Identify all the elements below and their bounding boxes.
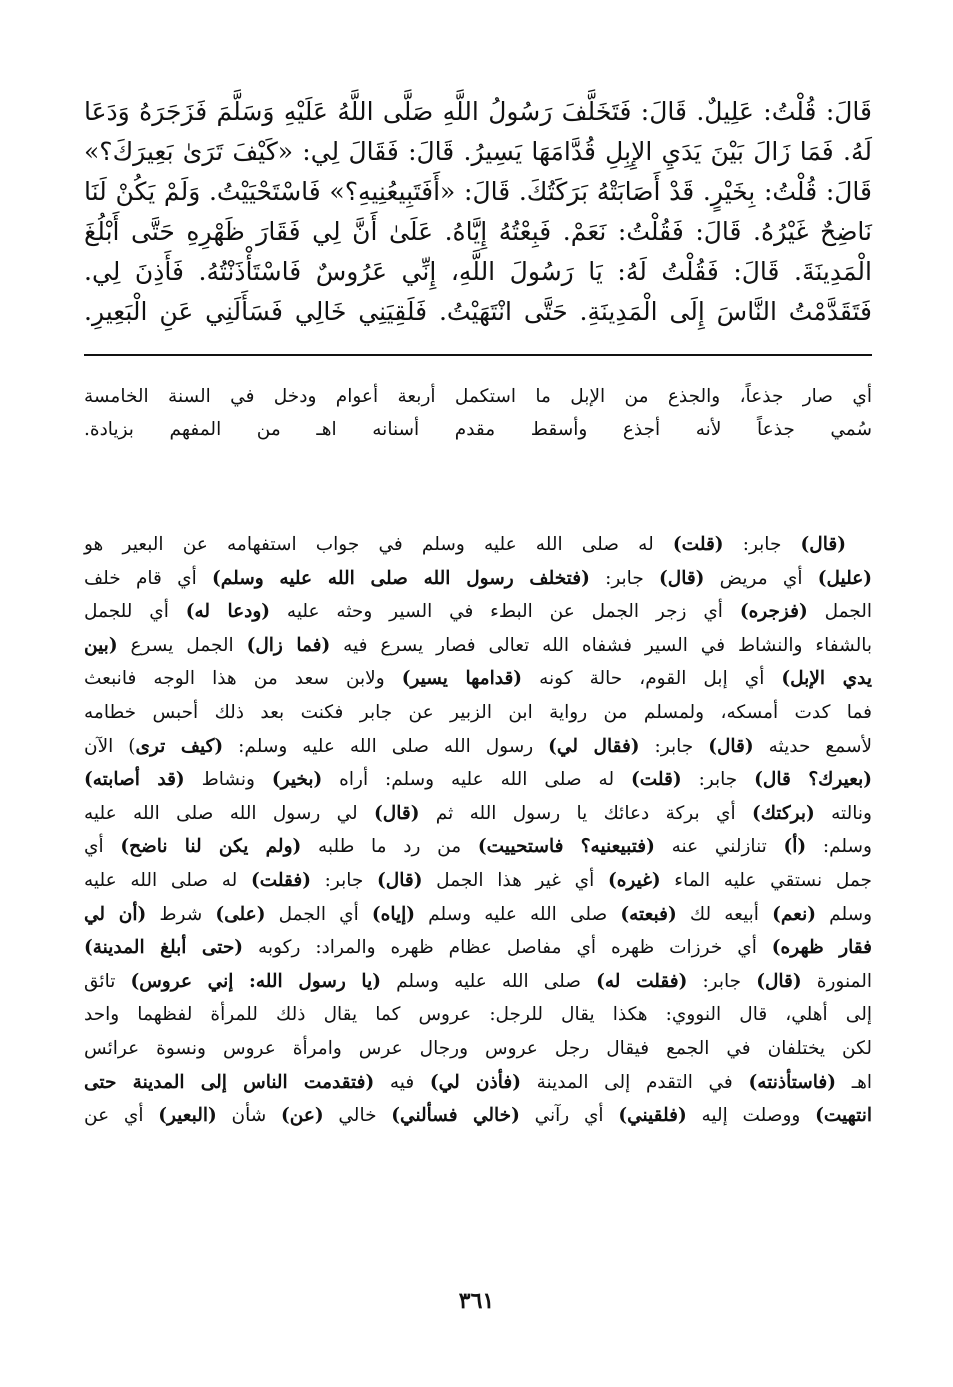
commentary-text-segment: شأن [216,1105,282,1127]
commentary-text-segment: وسلم: [806,836,872,858]
quoted-text-bold: (يا رسول الله: إني عروس) [130,970,381,992]
quoted-text-bold: (فتخلف رسول الله صلى الله عليه وسلم) [212,567,590,589]
commentary-text-segment: أي رآني [519,1105,619,1127]
quoted-text-bold: (فاستأذنته) [748,1071,837,1093]
quoted-text-bold: (بخير) [271,769,323,791]
quoted-text-bold: (إياه) [371,903,416,925]
quoted-text-bold: (قال) [377,869,423,891]
quoted-text-bold: (غيره) [607,869,661,891]
commentary-text-segment: أي خرزات ظهره أي مفاصل عظام ظهره والمراد: ركوبه [243,937,772,959]
quoted-text-bold: انتهيت) [815,1105,872,1127]
commentary-text-segment: جابر: [687,970,757,992]
commentary-line [84,864,872,898]
commentary-text-segment: وسلم [816,903,873,925]
commentary-text-segment: خالي [323,1105,392,1127]
commentary-text-segment: جابر: [589,567,659,589]
commentary-text-segment: الجمل يسرع [117,634,247,656]
commentary-line [84,662,872,696]
quoted-text-bold: (نعم) [772,903,816,925]
quoted-text-bold: (فتبيعنيه؟ فاستحييت) [477,836,655,858]
commentary-text-segment: من رد ما طلبه [301,836,478,858]
commentary-text-segment: ولابن سعد من هذا الوجه فانبعث [84,668,402,690]
commentary-text-segment: رسول الله صلى الله عليه وسلم: [223,735,549,757]
quoted-text-bold: (خالي فسألني) [391,1105,520,1127]
commentary-text-segment: أبيعه لك [676,903,773,925]
quoted-text-bold: (على) [215,903,266,925]
commentary-text-segment: جابر: [311,869,378,891]
commentary-text-segment: أي مريض [704,567,818,589]
commentary-line [84,562,872,596]
commentary-line [84,763,872,797]
quoted-text-bold: (قال) [800,534,846,555]
quoted-text-bold: (فقلت) [251,869,311,891]
commentary-line [84,1032,872,1066]
commentary-text-segment: أي [84,836,121,858]
commentary-text [84,528,872,1133]
quoted-text-bold: (بعيرك؟ قال) [754,769,873,791]
footnote-line: سُمي جذعاً لأنه أجذع وأسقط مقدم أسنانه اهـ من المفهم بزيادة. [84,419,872,440]
quoted-text-bold: (فأذن لي) [429,1071,521,1093]
hadith-line: لَهُ. فَمَا زَالَ بَيْنَ يَدَيِ الإِبِلِ قُدَّامَهَا يَسِيرُ. قَالَ: فَقَالَ لِي: «كَيْفَ تَرَىٰ بَعِيرَكَ؟» [84,137,872,166]
quoted-text-bold: (قلت) [672,534,724,555]
quoted-text-bold: (كيف ترى [135,735,224,757]
hadith-line: الْمَدِينَةَ. قَالَ: فَقُلْتُ لَهُ: يَا رَسُولَ اللَّهِ، إِنِّي عَرُوسٌ فَاسْتَأْذَنْتُهُ. فَأَذِنَ لِي. [84,257,872,286]
quoted-text-bold: يدي الإبل) [781,668,872,690]
footnote-divider [84,354,872,356]
footnote-text [84,380,872,446]
commentary-text-segment: ونالته [814,802,872,824]
hadith-line: نَاضِحٌ غَيْرُهُ. قَالَ: فَقُلْتُ: نَعَمْ. فَبِعْتُهُ إِيَّاهُ. عَلَىٰ أَنَّ لِي فَقَارَ ظَهْرِهِ حَتَّى أَبْلُغَ [84,217,872,246]
commentary-line [84,1099,872,1133]
quoted-text-bold: (البعير) [158,1105,217,1127]
commentary-text-segment: ونشاط [184,769,272,791]
quoted-text-bold: (فما زال) [246,634,331,656]
commentary-text-segment: صلى الله عليه وسلم [380,970,597,992]
commentary-text-segment: أي عن [84,1105,159,1127]
quoted-text-bold: (فتقدمت الناس إلى المدينة حتى [84,1071,375,1093]
quoted-text-bold: (بين [84,634,118,656]
commentary-text-segment: فما كدت أمسكه، ولمسلم من رواية ابن الزبير عن جابر فكنت بعد ذلك أحبس خطامه [84,701,872,723]
commentary-text-segment: جمل نستقي عليه الماء [660,869,872,891]
commentary-text-segment: لي رسول الله صلى الله عليه [84,802,375,824]
commentary-line [84,629,872,663]
commentary-text-segment: جابر: [639,735,709,757]
commentary-text-segment: أي زجر الجمل عن البطء في السير وحثه عليه [270,601,740,623]
commentary-line [84,528,872,562]
commentary-text-segment: إلى أهلي، قال النووي: هكذا يقال للرجل: عروس كما يقال ذلك للمرأة لفظهما واحد [84,1004,872,1026]
commentary-text-segment: صلى الله عليه وسلم [415,903,621,925]
commentary-text-segment: له صلى الله عليه وسلم: أراه [322,769,632,791]
commentary-text-segment: أي قام خلف [84,567,212,589]
commentary-text-segment: له صلى الله عليه وسلم في جواب استفهامه عن البعير هو [84,534,673,555]
commentary-text-segment: تنازلني عنه [654,836,784,858]
commentary-text-segment: ووصلت إليه [686,1105,816,1127]
commentary-line [84,730,872,764]
commentary-text-segment: لكن يختلفان في الجمع فيقال رجل عروس ورجال عرس وامرأة عروس ونسوة عرائس [84,1037,872,1059]
commentary-text-segment: أي بركة دعائك يا رسول الله ثم [419,802,752,824]
quoted-text-bold: (ودعا له) [185,601,271,623]
commentary-line [84,696,872,730]
commentary-text-segment: أي للجمل [84,601,186,623]
commentary-text-segment: فيه [374,1071,430,1093]
hadith-line: قَالَ: قُلْتُ: بِخَيْرٍ. قَدْ أَصَابَتْهُ بَرَكَتُكَ. قَالَ: «أَفَتَبِيعُنِيهِ؟» فَاسْتَحْيَيْتُ. وَلَمْ يَكُنْ لَنَا [84,177,872,206]
commentary-line [84,898,872,932]
commentary-line [84,965,872,999]
commentary-text-segment: له صلى الله عليه [84,869,251,891]
commentary-text-segment: جابر: [681,769,755,791]
hadith-text [84,92,872,332]
commentary-text-segment: المنورة [801,970,872,992]
quoted-text-bold: (قال) [756,970,802,992]
quoted-text-bold: (بركتك) [751,802,815,824]
quoted-text-bold: (قد أصابته) [84,769,185,791]
hadith-line: فَتَقَدَّمْتُ النَّاسَ إِلَى الْمَدِينَةِ. حَتَّى انْتَهَيْتُ. فَلَقِيَنِي خَالِي فَسَأَلَنِي عَنِ الْبَعِيرِ. [84,297,872,326]
quoted-text-bold: فقار ظهره) [771,937,872,959]
quoted-text-bold: (عليل) [817,567,872,589]
quoted-text-bold: (قال) [659,567,705,589]
commentary-text-segment: جابر: [723,534,801,555]
commentary-text-segment: تائق [84,970,131,992]
quoted-text-bold: (فقال لي) [548,735,640,757]
commentary-text-segment: ) الآن [84,735,136,757]
quoted-text-bold: (قلت) [631,769,682,791]
commentary-text-segment: في التقدم إلى المدينة [520,1071,749,1093]
footnote-line: أي صار جذعاً، والجذع من الإبل ما استكمل أربعة أعوام ودخل في السنة الخامسة [84,386,872,407]
quoted-text-bold: (فزجره) [739,601,808,623]
hadith-line: قَالَ: قُلْتُ: عَلِيلٌ. قَالَ: فَتَخَلَّفَ رَسُولُ اللَّهِ صَلَّى اللَّهُ عَلَيْهِ وَسَلَّمَ فَزَجَرَهُ وَدَعَا [84,97,872,126]
commentary-text-segment: شرط [146,903,216,925]
quoted-text-bold: (أ) [783,836,807,858]
quoted-text-bold: (عن) [281,1105,324,1127]
quoted-text-bold: (فبعته) [620,903,677,925]
commentary-text-segment: أي الجمل [265,903,372,925]
commentary-line [84,1066,872,1100]
quoted-text-bold: (حتى أبلغ المدينة) [84,937,244,959]
commentary-line [84,998,872,1032]
commentary-text-segment: الجمل [807,601,872,623]
commentary-text-segment: بالشفاء والنشاط في السير فشفاه الله تعالى فصار يسرع فيه [330,634,873,656]
commentary-line [84,595,872,629]
quoted-text-bold: (قال) [708,735,754,757]
commentary-text-segment: أي إبل القوم، حالة كونه [522,668,782,690]
commentary-line [84,830,872,864]
commentary-line [84,797,872,831]
commentary-line [84,931,872,965]
quoted-text-bold: (فقلت له) [596,970,688,992]
commentary-text-segment: اهـ [836,1071,873,1093]
commentary-text-segment: لأسمع حديثه [753,735,872,757]
quoted-text-bold: (فلقيني) [618,1105,687,1127]
quoted-text-bold: (ولم يكن لنا ناضح) [120,836,302,858]
commentary-text-segment: أي غير هذا الجمل [422,869,608,891]
page-number: ٣٦١ [458,1288,495,1314]
quoted-text-bold: (أن لي [84,903,147,925]
quoted-text-bold: (قال) [374,802,420,824]
quoted-text-bold: (قدامها يسير) [401,668,523,690]
